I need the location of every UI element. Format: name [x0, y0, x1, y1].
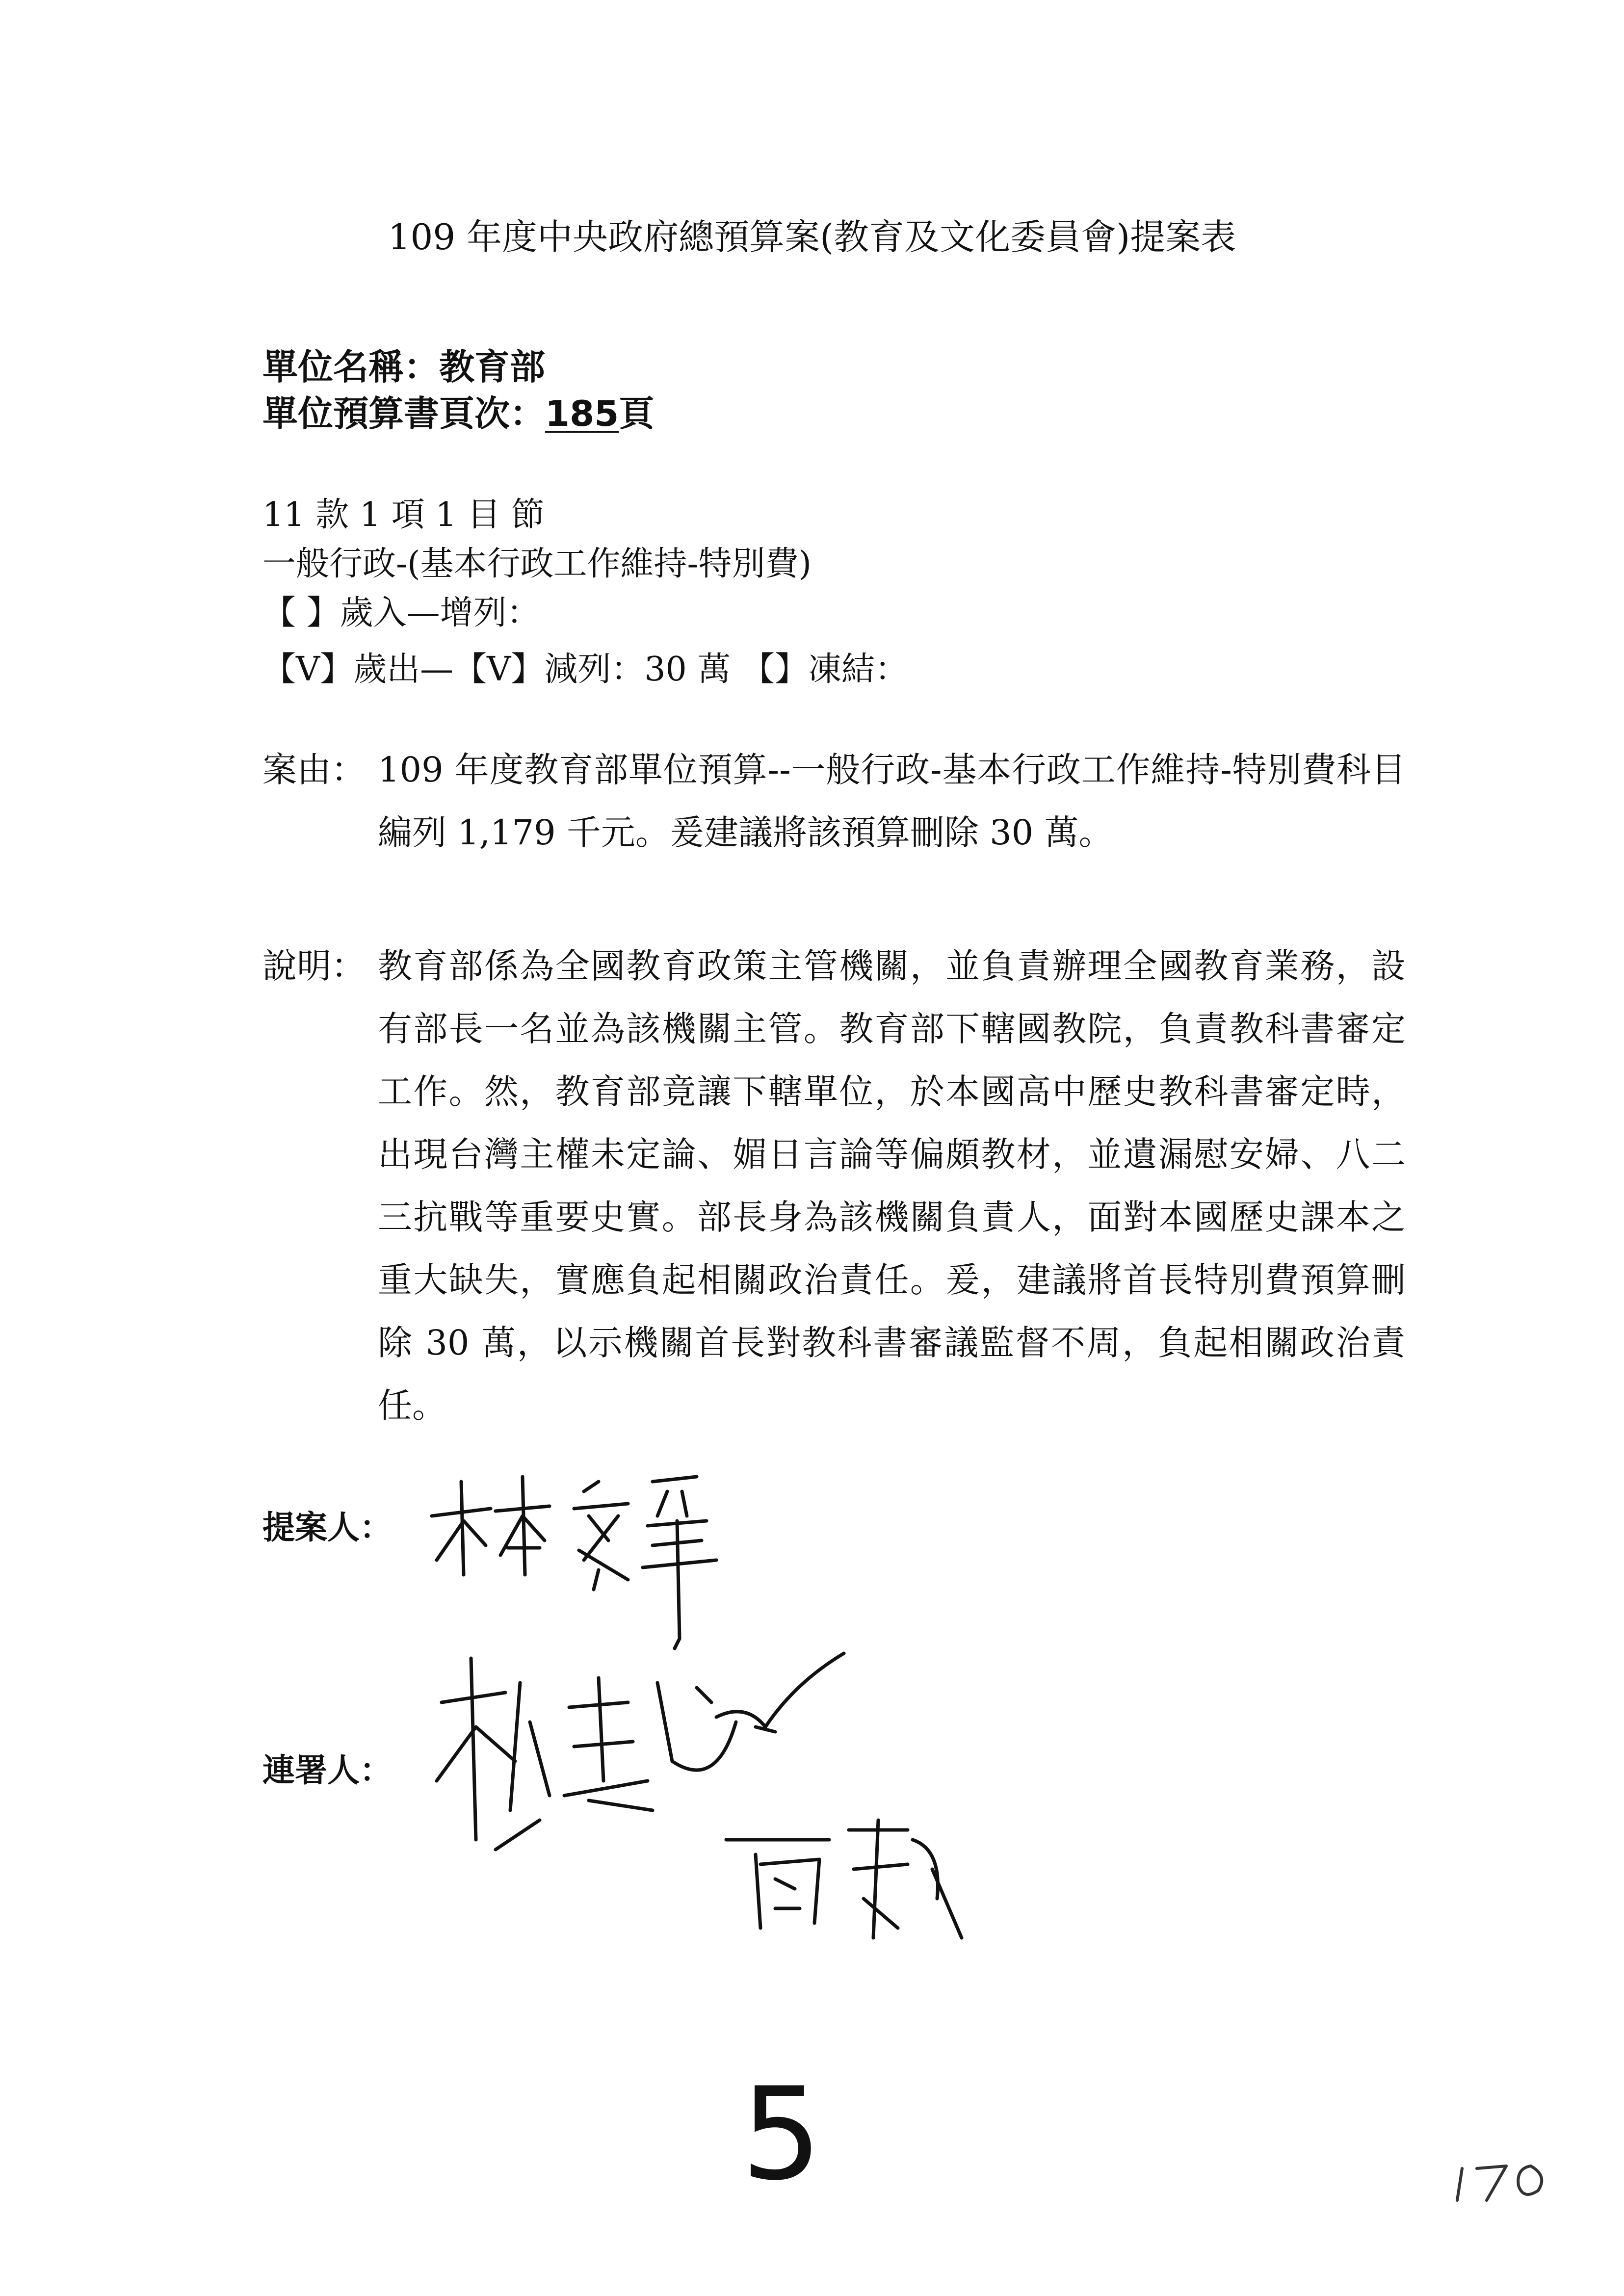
budget-section: 11 款 1 項 1 目 節: [262, 496, 545, 534]
expenditure-line: 【V】歲出—【V】減列：30 萬 【】凍結：: [262, 650, 908, 689]
unit-page-label: 單位預算書頁次：: [262, 393, 546, 434]
unit-page-value: 185: [545, 393, 619, 434]
unit-name-label: 單位名稱：: [262, 346, 440, 388]
corner-note: [1447, 2154, 1565, 2208]
cosigner-signatures: [422, 1634, 1011, 1987]
revenue-line: 【 】歲入—增列：: [262, 594, 540, 632]
budget-program: 一般行政-(基本行政工作維持-特別費): [262, 545, 812, 583]
unit-name-value: 教育部: [439, 346, 546, 388]
page-number: 5: [741, 2061, 822, 2209]
explanation-label: 說明：: [262, 946, 366, 986]
unit-page-suffix: 頁: [619, 393, 655, 434]
proposer-signature: [422, 1462, 765, 1658]
reason-label: 案由：: [262, 750, 366, 790]
unit-page-row: [262, 385, 654, 436]
reason-text: 109 年度教育部單位預算--一般行政-基本行政工作維持-特別費科目編列 1,179 千元。爰建議將該預算刪除 30 萬。: [378, 750, 1406, 853]
unit-name-row: [262, 339, 545, 390]
proposer-label: 提案人：: [262, 1509, 392, 1546]
page-title: 109 年度中央政府總預算案(教育及文化委員會)提案表: [388, 216, 1236, 258]
explanation-text: 教育部係為全國教育政策主管機關，並負責辦理全國教育業務，設有部長一名並為該機關主管。教育部下轄國教院，負責教科書審定工作。然，教育部竟讓下轄單位，於本國高中歷史教科書審定時，出現台灣主權未定論、媚日言論等偏頗教材，並遺漏慰安婦、八二三抗戰等重要史實。部長身為該機關負責人，面對本國歷史課本之重大缺失，實應負起相關政治責任。爰，建議將首長特別費預算刪除 30 萬，以示機關首長對教科書審議監督不周，負起相關政治責任。: [378, 946, 1406, 1426]
cosigner-label: 連署人：: [262, 1751, 392, 1789]
